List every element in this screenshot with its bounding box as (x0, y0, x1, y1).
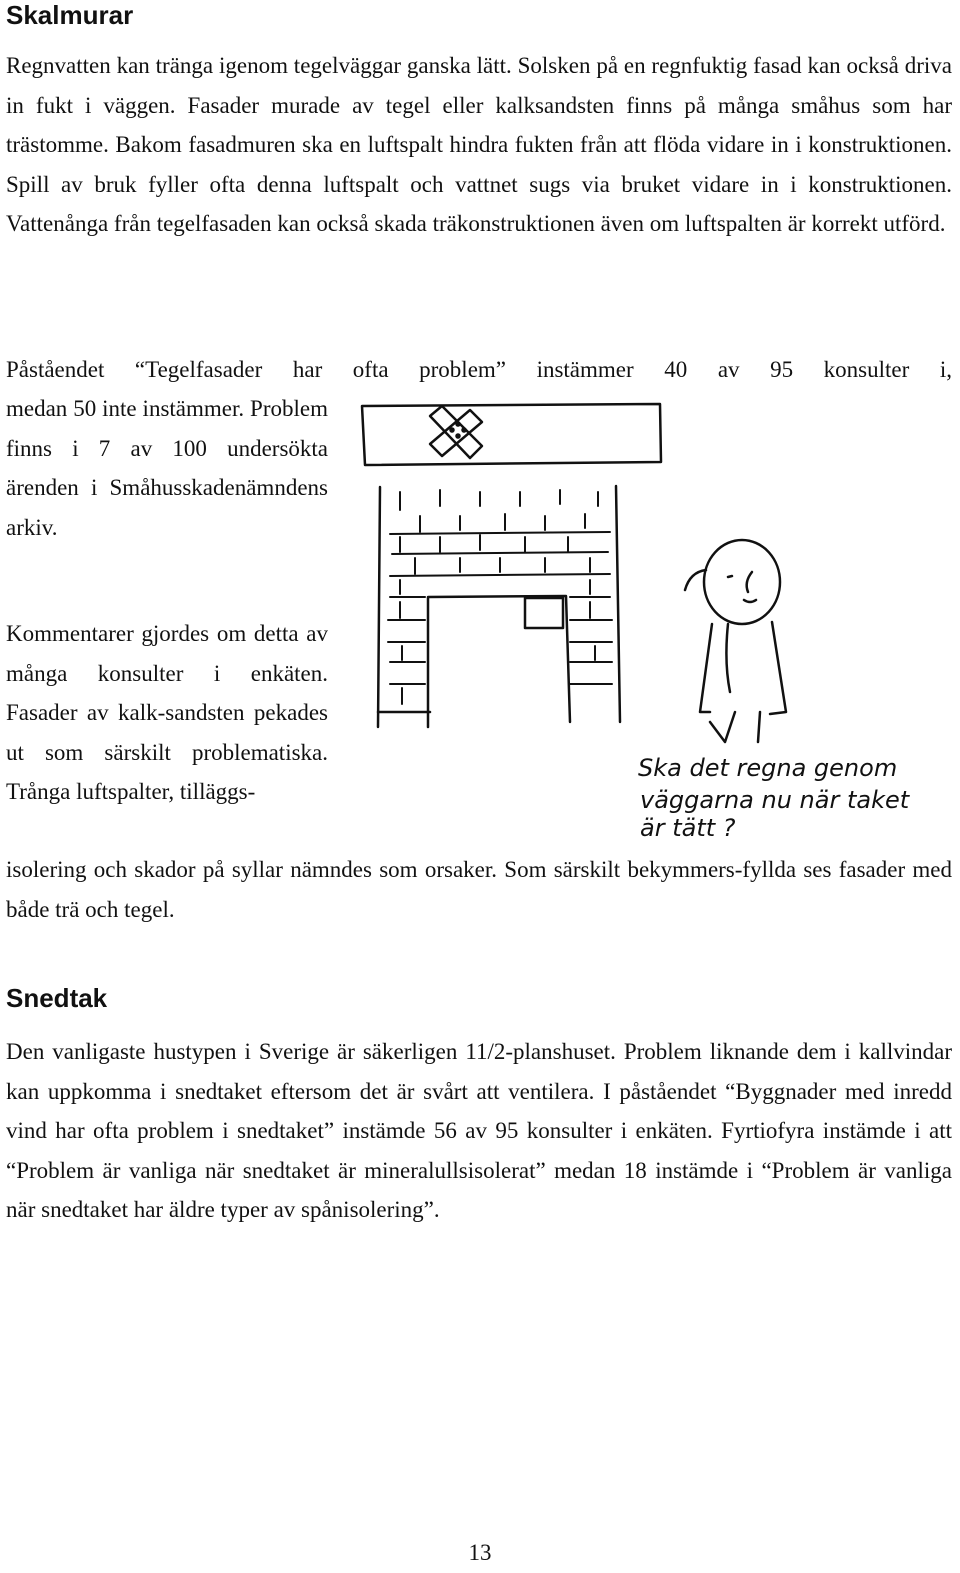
house-drawing (340, 392, 960, 847)
section-heading-skalmurar: Skalmurar (6, 0, 134, 30)
section-heading-snedtak: Snedtak (6, 983, 108, 1013)
house-wall-right (616, 486, 620, 722)
page-number: 13 (468, 1540, 492, 1565)
paragraph-survey-result: medan 50 inte instämmer. Problem finns i 7 av 100 undersökta ärenden i Småhusskadenämndens arkiv. (6, 396, 328, 540)
door (428, 596, 570, 727)
roof (362, 404, 661, 465)
caption-line-1: Ska det regna genom (638, 754, 898, 782)
paragraph-causes: isolering och skador på syllar nämndes som orsaker. Som särskilt bekymmers-fyllda ses fasader med både trä och tegel. (6, 857, 952, 922)
person-figure (685, 540, 786, 742)
window (525, 598, 563, 628)
paragraph-snedtak: Den vanligaste hustypen i Sverige är säkerligen 11/2-planshuset. Problem liknande dem i kallvindar kan uppkomma i snedtaket eftersom det är svårt att ventilera. I påståendet “Byggnader med inredd vind har ofta problem i snedtaket” instämde 56 av 95 konsulter i enkäten. Fyrtiofyra instämde i att “Problem är vanliga när snedtaket är mineralullsisolerat” medan 18 instämde i “Problem är vanliga när snedtaket har äldre typer av spånisolering”. (6, 1039, 952, 1222)
house-wall-left (378, 487, 380, 727)
caption-line-3: är tätt ? (640, 814, 736, 842)
bandage-icon (430, 406, 482, 458)
paragraph-comments: Kommentarer gjordes om detta av många konsulter i enkäten. Fasader av kalk-sandsten pekades ut som särskilt problematiska. Trånga luftspalter, tilläggs- (6, 621, 328, 804)
caption-line-2: väggarna nu när taket (640, 786, 910, 814)
paragraph-survey-statement: Påståendet “Tegelfasader har ofta problem” instämmer 40 av 95 konsulter i, (6, 357, 952, 382)
paragraph-skalmurar-intro: Regnvatten kan tränga igenom tegelväggar ganska lätt. Solsken på en regnfuktig fasad kan också driva in fukt i väggen. Fasader murade av tegel eller kalksandsten finns på många småhus som har trästomme. Bakom fasadmuren ska en luftspalt hindra fukten från att flöda vidare in i konstruktionen. Spill av bruk fyller ofta denna luftspalt och vattnet sugs via bruket vidare in i konstruktionen. Vattenånga från tegelfasaden kan också skada träkonstruktionen även om luftspalten är korrekt utförd. (6, 53, 952, 236)
